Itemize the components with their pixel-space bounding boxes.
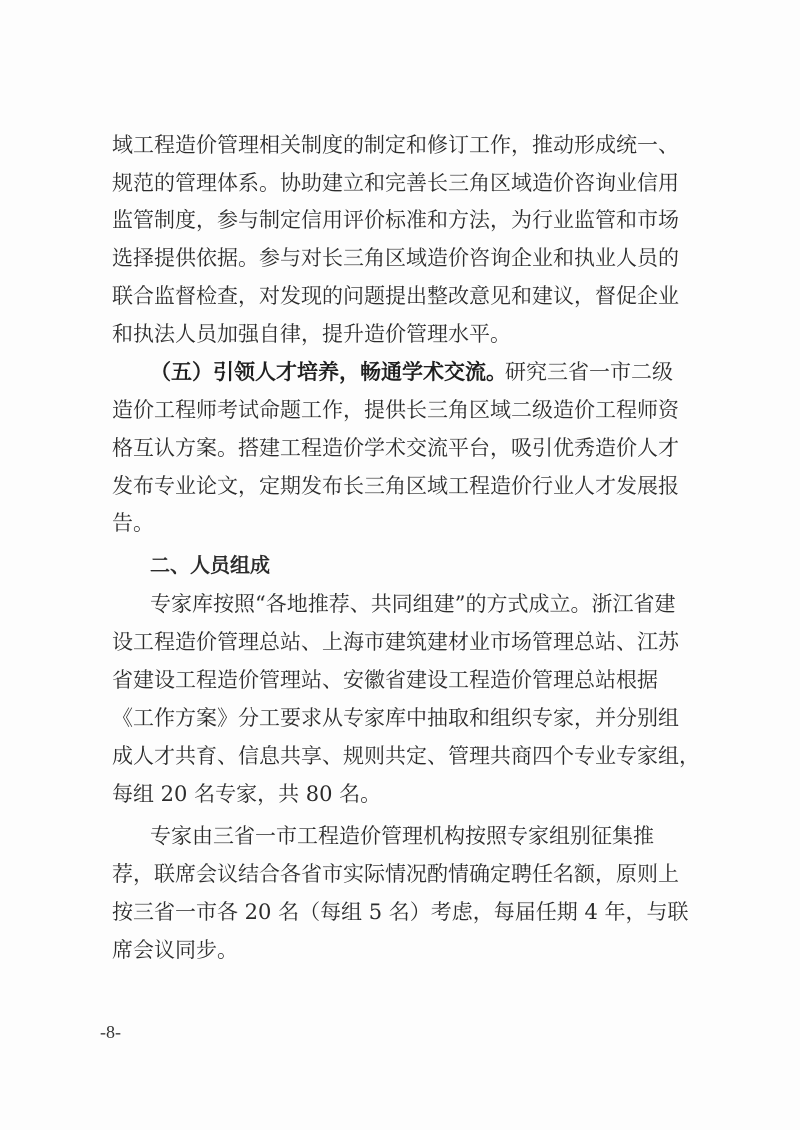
line-text: 告。 — [112, 511, 154, 535]
body-line — [0, 741, 800, 771]
body-line — [0, 935, 800, 965]
line-text: 联合监督检查，对发现的问题提出整改意见和建议，督促企业 — [112, 284, 679, 308]
line-text: 规范的管理体系。协助建立和完善长三角区域造价咨询业信用 — [112, 171, 679, 195]
body-line — [0, 859, 800, 889]
line-text: 发布专业论文，定期发布长三角区域工程造价行业人才发展报 — [112, 474, 679, 498]
line-text: 席会议同步。 — [112, 938, 238, 962]
body-line — [0, 205, 800, 235]
body-line — [0, 130, 800, 160]
line-text: 造价工程师考试命题工作，提供长三角区域二级造价工程师资 — [112, 398, 679, 422]
body-line — [0, 821, 800, 851]
body-line — [0, 395, 800, 425]
body-line — [0, 243, 800, 273]
line-text: 和执法人员加强自律，提升造价管理水平。 — [112, 322, 511, 346]
body-line — [0, 589, 800, 619]
line-text: 监管制度，参与制定信用评价标准和方法，为行业监管和市场 — [112, 208, 679, 232]
line-text: 研究三省一市二级 — [505, 360, 673, 384]
section-five-heading: （五）引领人才培养，畅通学术交流。 — [150, 359, 507, 384]
body-line — [0, 508, 800, 538]
body-line — [0, 703, 800, 733]
line-text: 按三省一市各 20 名（每组 5 名）考虑，每届任期 4 年，与联 — [112, 900, 689, 924]
line-text: 《工作方案》分工要求从专家库中抽取和组织专家，并分别组 — [112, 706, 679, 730]
line-text: 域工程造价管理相关制度的制定和修订工作，推动形成统一、 — [112, 133, 679, 157]
section-five-line — [0, 357, 800, 387]
body-line — [0, 471, 800, 501]
body-line — [0, 627, 800, 657]
section-heading-personnel: 二、人员组成 — [150, 553, 270, 577]
body-line — [0, 281, 800, 311]
line-text: 省建设工程造价管理站、安徽省建设工程造价管理总站根据 — [112, 668, 658, 692]
body-line — [0, 897, 800, 927]
line-text: 专家库按照“各地推荐、共同组建”的方式成立。浙江省建 — [150, 592, 676, 616]
section-heading-line — [0, 550, 800, 580]
line-text: 每组 20 名专家，共 80 名。 — [112, 782, 382, 806]
body-line — [0, 168, 800, 198]
page-number: -8- — [100, 1022, 121, 1042]
body-line — [0, 319, 800, 349]
line-text: 荐，联席会议结合各省市实际情况酌情确定聘任名额，原则上 — [112, 862, 679, 886]
line-text: 成人才共育、信息共享、规则共定、管理共商四个专业专家组， — [112, 744, 700, 768]
line-text: 专家由三省一市工程造价管理机构按照专家组别征集推 — [150, 824, 654, 848]
line-text: 格互认方案。搭建工程造价学术交流平台，吸引优秀造价人才 — [112, 436, 679, 460]
line-text: 设工程造价管理总站、上海市建筑建材业市场管理总站、江苏 — [112, 630, 679, 654]
body-line — [0, 779, 800, 809]
body-line — [0, 665, 800, 695]
body-line — [0, 433, 800, 463]
line-text: 选择提供依据。参与对长三角区域造价咨询企业和执业人员的 — [112, 246, 679, 270]
